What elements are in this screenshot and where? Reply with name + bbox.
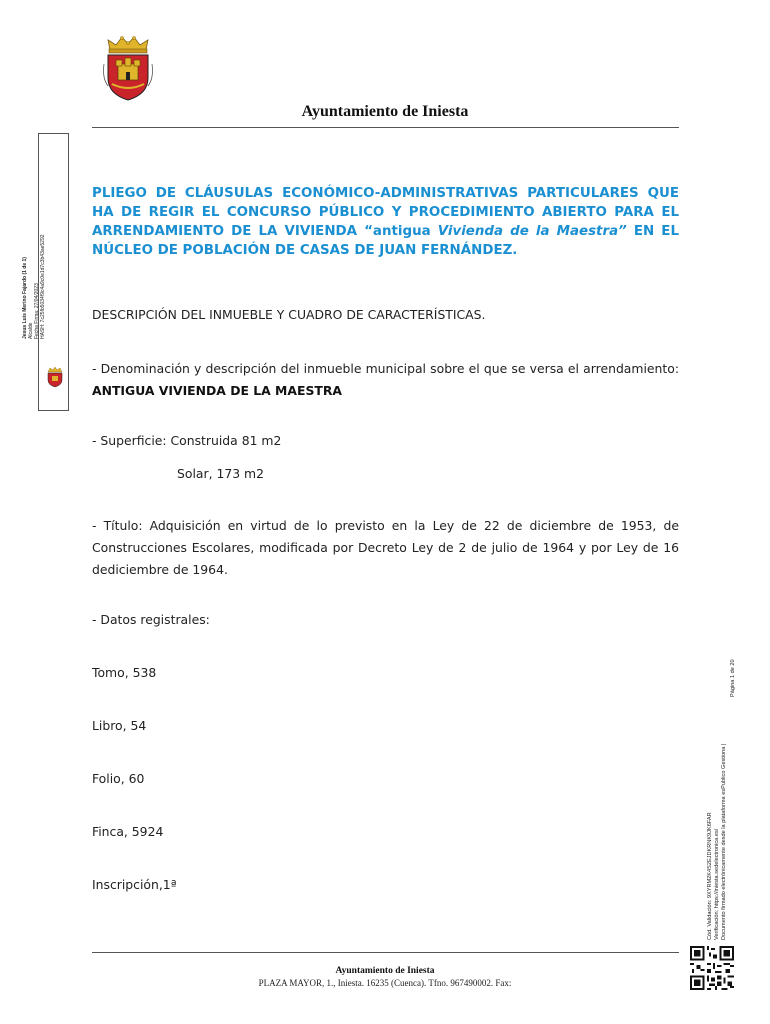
document-title	[92, 184, 679, 260]
folio-line: Folio, 60	[92, 771, 145, 786]
solar-line: Solar, 173 m2	[177, 466, 264, 481]
superficie-line: - Superficie: Construida 81 m2	[92, 433, 282, 448]
tomo-line: Tomo, 538	[92, 665, 157, 680]
footer-organization: Ayuntamiento de Iniesta	[335, 966, 435, 976]
header-divider	[92, 127, 679, 128]
footer-address: PLAZA MAYOR, 1., Iniesta. 16235 (Cuenca). Tfno. 967490002. Fax:	[258, 978, 512, 988]
footer-divider	[92, 952, 679, 953]
organization-title: Ayuntamiento de Iniesta	[301, 103, 469, 120]
denominacion-paragraph	[92, 358, 679, 402]
datos-registrales-label: - Datos registrales:	[92, 612, 210, 627]
title-part-2: EN EL NÚCLEO DE POBLACIÓN DE CASAS DE JUAN FERNÁNDEZ.	[92, 224, 679, 258]
libro-line: Libro, 54	[92, 718, 147, 733]
signature-date: Fecha Firma: 27/04/2023	[34, 283, 40, 339]
coat-of-arms-logo	[100, 34, 156, 102]
inscripcion-line: Inscripción,1ª	[92, 877, 177, 892]
signature-seal-icon	[44, 366, 66, 388]
title-italic: Vivienda de la Maestra”	[437, 224, 627, 239]
finca-line: Finca, 5924	[92, 824, 164, 839]
denominacion-value: ANTIGUA VIVIENDA DE LA MAESTRA	[92, 383, 342, 398]
signature-text	[22, 189, 52, 339]
titulo-paragraph: - Título: Adquisición en virtud de lo previsto en la Ley de 22 de diciembre de 1953, de Construcciones Escolares, modificada por Decreto Ley de 2 de julio de 1964 y por Ley de 16 dediciembre de 1964.	[92, 518, 679, 577]
verification-url: Verificación: https://iniesta.sedelectronica.es/	[714, 828, 720, 940]
page-indicator: Página 1 de 20	[730, 659, 736, 697]
section-heading: DESCRIPCIÓN DEL INMUEBLE Y CUADRO DE CARACTERÍSTICAS.	[92, 307, 486, 322]
signed-note: Documento firmado electrónicamente desde la plataforma esPublico Gestiona |	[721, 743, 727, 940]
title-part-1: PLIEGO DE CLÁUSULAS ECONÓMICO-ADMINISTRATIVAS PARTICULARES QUE HA DE REGIR EL CONCURSO PÚBLICO Y PROCEDIMIENTO ABIERTO PARA EL ARRENDAMIENTO DE LA VIVIENDA “antigua	[92, 186, 679, 239]
denominacion-text: - Denominación y descripción del inmueble municipal sobre el que se versa el arrendamiento:	[92, 361, 679, 376]
signer-role: Alcalde	[28, 322, 34, 339]
validation-code: Cód. Validación: 9XYRM2K4S2EJDKRNK9JK6FAR	[707, 812, 713, 940]
signer-name: Jesus Luis Merino Fajardo (1 de 1)	[22, 257, 28, 339]
signature-hash: HASH: 7c25fb5034f9c4a9c0e1d7c3b43ae5292	[40, 234, 46, 339]
